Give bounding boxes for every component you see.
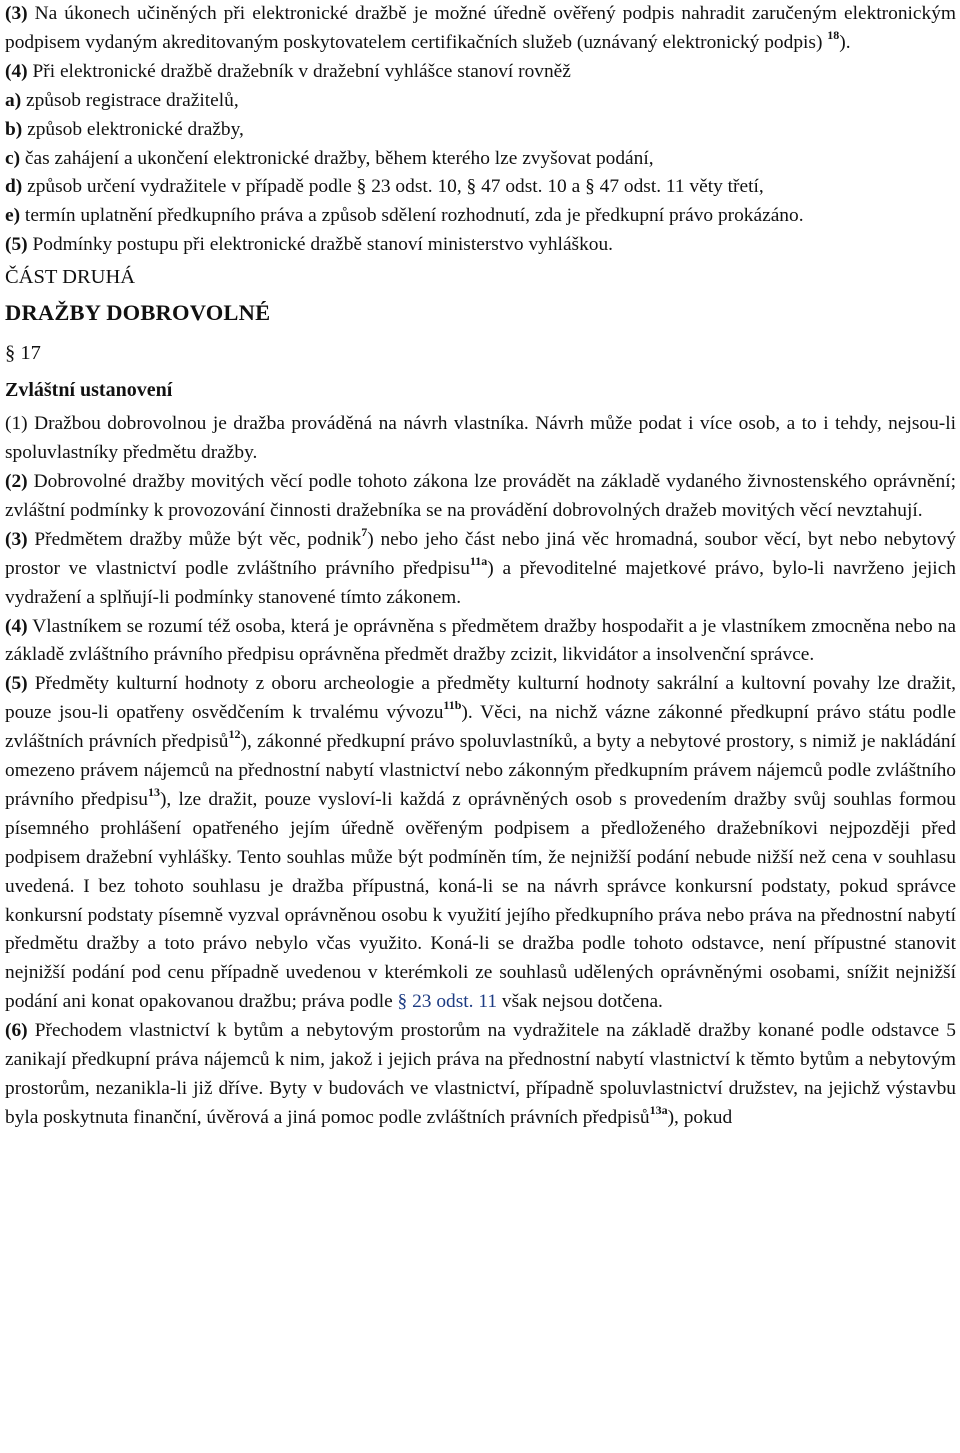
section-link[interactable]: 23 odst. 11 [412, 991, 498, 1013]
section-reference[interactable]: 47 odst. 11 věty třetí, [599, 176, 764, 198]
paragraph-number: (2) [5, 470, 28, 492]
paragraph-number: (4) [5, 60, 28, 82]
paragraph-number: (1) [5, 413, 28, 435]
list-item-e [5, 202, 956, 231]
list-letter: e) [5, 205, 21, 227]
paragraph-number: (3) [5, 3, 28, 24]
list-letter: c) [5, 147, 21, 169]
section-sign-icon: § [466, 176, 477, 198]
paragraph-number: (6) [5, 1020, 28, 1042]
section-sign-icon[interactable]: § [397, 991, 408, 1013]
paragraph-text: Vlastníkem se rozumí též osoba, která je oprávněna s předmětem dražby hospodařit a je vlastníkem zmocněna nebo na základě zvláštního právního předpisu oprávněna předmět dražby zcizit, likvidátor a insolvenční správce. [5, 615, 956, 666]
paragraph-text: ) nebo jeho část nebo jiná věc hromadná, soubor věcí, byt nebo nebytový prostor ve vlastnictví podle zvláštního právního předpisu [5, 528, 956, 579]
list-letter: b) [5, 118, 23, 140]
list-item-b [5, 116, 956, 145]
section-reference[interactable]: 47 odst. 10 a [481, 176, 581, 198]
paragraph-text: ), lze dražit, pouze vysloví-li každá z oprávněných osob s provedením dražby svůj souhlas formou písemného prohlášení opatřeného jejím úředně ověřeným podpisem a předloženého dražebníkovi nejpozději před podpisem dražební vyhlášky. Tento souhlas může být podmíněn tím, že nejnižší podání nebude nižší než cena v souhlasu uvedená. I bez tohoto souhlasu je dražba přípustná, koná-li se na návrh správce konkursní podstaty, pokud správce konkursní podstaty písemně vyzval oprávněnou osobu k využití jejího předkupního práva nebo práva na přednostní nabytí předmětu dražby a toto právo nebylo včas využito. Koná-li se dražba podle tohoto odstavce, není přípustné stanovit nejnižší podání pod cenu případně uvedenou v kterémkoli ze souhlasů udělených oprávněnými osobami, snížit nejnižší podání ani konat opakovanou dražbu; práva podle [5, 788, 956, 1013]
part-heading: ČÁST DRUHÁ [5, 266, 136, 289]
paragraph-text: Dražbou dobrovolnou je dražba prováděná na návrh vlastníka. Návrh může podat i více osob, a to i tehdy, nejsou-li spoluvlastníky předmětu dražby. [5, 413, 956, 464]
list-text: termín uplatnění předkupního práva a způsob sdělení rozhodnutí, zda je předkupní právo prokázáno. [20, 205, 804, 227]
paragraph-text: ), zákonné předkupní právo spoluvlastníků, a byty a nebytové prostory, s nimiž je nakládání omezeno právem nájemců na přednostní nabytí vlastnictví nebo zákonným předkupním právem nájemců podle zvláštního právního předpisu [5, 731, 956, 810]
list-text: čas zahájení a ukončení elektronické dražby, během kterého lze zvyšovat podání, [20, 147, 654, 169]
paragraph-text: Předmětem dražby může být věc, podnik [27, 528, 362, 550]
paragraph-number: (5) [5, 673, 28, 695]
part-title: DRAŽBY DOBROVOLNÉ [5, 300, 271, 326]
paragraph-text: však nejsou dotčena. [497, 991, 663, 1013]
paragraph-6 [5, 1017, 956, 1133]
paragraph-text: Na úkonech učiněných při elektronické dražbě je možné úředně ověřený podpis nahradit zaručeným elektronickým podpisem vydaným akreditovaným poskytovatelem certifikačních služeb (uznávaný elektronický podpis) [5, 3, 956, 53]
paragraph-3-previous [5, 0, 956, 58]
paragraph-text: Přechodem vlastnictví k bytům a nebytovým prostorům na vydražitele na základě dražby konané podle odstavce 5 zanikají předkupní práva nájemců k nim, jakož i jejich práva na přednostní nabytí vlastnictví k těmto bytům a nebytovým prostorům, nezanikla-li již dříve. Byty v budovách ve vlastnictví, případně spoluvlastnictví družstev, na jejichž výstavbu byla poskytnuta finanční, úvěrová a jiná pomoc podle zvláštních právních předpisů [5, 1020, 956, 1128]
list-text: způsob elektronické dražby, [22, 118, 244, 140]
section-sign-icon: § [356, 176, 367, 198]
paragraph-number: (3) [5, 528, 28, 550]
list-item-a [5, 87, 956, 116]
paragraph-number: (5) [5, 234, 28, 256]
paragraph-text: ). Věci, na nichž vázne zákonné předkupní právo státu podle zvláštních právních předpisů [5, 702, 956, 753]
paragraph-4 [5, 613, 956, 671]
footnote-ref[interactable]: 13a [649, 1102, 668, 1117]
section-sign-icon: § [585, 176, 595, 198]
list-item-d [5, 173, 956, 202]
paragraph-5-previous [5, 231, 956, 260]
section-heading [5, 334, 956, 372]
footnote-ref[interactable]: 13 [147, 784, 160, 799]
paragraph-number: (4) [5, 615, 28, 637]
paragraph-1 [5, 410, 956, 468]
paragraph-4-previous [5, 58, 956, 87]
footnote-ref[interactable]: 11b [443, 698, 462, 713]
footnote-ref[interactable]: 11a [469, 553, 488, 568]
section-reference[interactable]: 23 odst. 10, [371, 176, 462, 198]
section-sign-icon: § [5, 342, 16, 365]
footnote-ref[interactable]: 18 [827, 27, 840, 42]
paragraph-3 [5, 526, 956, 613]
paragraph-text: Podmínky postupu při elektronické dražbě stanoví ministerstvo vyhláškou. [27, 234, 614, 256]
paragraph-text: ) a převoditelné majetkové právo, bylo-li navrženo jejich vydražení a splňují-li podmínky stanovené tímto zákonem. [5, 557, 956, 608]
paragraph-text: Při elektronické dražbě dražebník v dražební vyhlášce stanoví rovněž [27, 60, 571, 82]
paragraph-text: Dobrovolné dražby movitých věcí podle tohoto zákona lze provádět na základě vydaného živnostenského oprávnění; zvláštní podmínky k provozování činnosti dražebníka se na provádění dobrovolných dražeb movitých věcí nevztahují. [5, 470, 956, 521]
list-text: způsob určení vydražitele v případě podle [22, 176, 357, 198]
paragraph-text: ), pokud [667, 1106, 733, 1128]
paragraph-text: Předměty kulturní hodnoty z oboru archeologie a předměty kulturní hodnoty sakrální a kultovní povahy lze dražit, pouze jsou-li opatřeny osvědčením k trvalému vývozu [5, 673, 956, 724]
list-item-c [5, 145, 956, 174]
list-text: způsob registrace dražitelů, [21, 89, 239, 111]
paragraph-5 [5, 670, 956, 1017]
footnote-close: ). [839, 31, 851, 53]
footnote-ref[interactable]: 7 [361, 524, 368, 539]
footnote-ref[interactable]: 12 [228, 727, 241, 742]
section-number: 17 [15, 342, 41, 365]
section-title: Zvláštní ustanovení [5, 379, 173, 402]
list-letter: a) [5, 89, 22, 111]
list-letter: d) [5, 176, 23, 198]
paragraph-2 [5, 468, 956, 526]
